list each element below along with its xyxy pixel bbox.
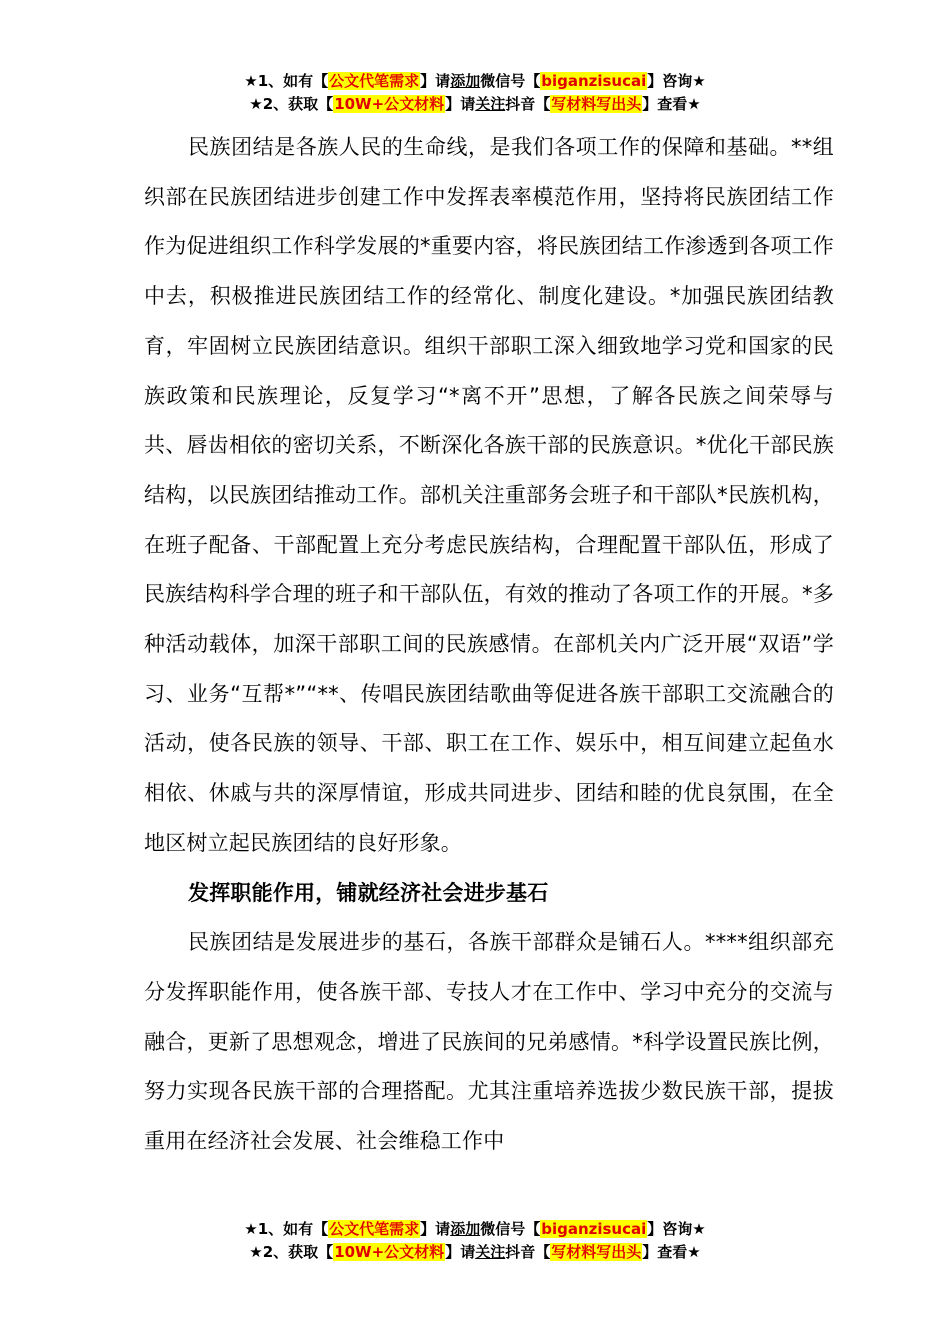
promo-highlight: biganzisucai — [541, 1220, 647, 1238]
body-paragraph-2: 民族团结是发展进步的基石，各族干部群众是铺石人。****组织部充分发挥职能作用，使各族干部、专技人才在工作中、学习中充分的交流与融合，更新了思想观念，增进了民族间的兄弟感情。*科学设置民族比例，努力实现各民族干部的合理搭配。尤其注重培养选拔少数民族干部，提拔重用在经济社会发展、社会维稳工作中 — [144, 930, 834, 1154]
promo-highlight: 10W+公文材料 — [334, 95, 445, 113]
promo-line-1 — [0, 70, 950, 93]
promo-text: ★2、获取【 — [249, 1243, 334, 1261]
promo-text: 】请 — [445, 1243, 476, 1261]
promo-highlight: biganzisucai — [541, 72, 647, 90]
promo-text: 抖音【 — [505, 1243, 551, 1261]
promo-highlight: 10W+公文材料 — [334, 1243, 445, 1261]
promo-text: 】请 — [420, 72, 451, 90]
promo-highlight: 写材料写出头 — [551, 95, 642, 113]
promo-text: 】请 — [420, 1220, 451, 1238]
promo-text: 微信号【 — [480, 72, 541, 90]
promo-text: 】请 — [445, 95, 476, 113]
promo-text: 】查看★ — [642, 95, 701, 113]
promo-text: ★1、如有【 — [244, 72, 329, 90]
promo-text: 抖音【 — [505, 95, 551, 113]
promo-highlight: 公文代笔需求 — [329, 72, 420, 90]
promo-text: 】咨询★ — [647, 72, 706, 90]
promo-underlined: 添加 — [450, 1220, 481, 1238]
body-paragraph-1: 民族团结是各族人民的生命线，是我们各项工作的保障和基础。**组织部在民族团结进步创建工作中发挥表率模范作用，坚持将民族团结工作作为促进组织工作科学发展的*重要内容，将民族团结工作渗透到各项工作中去，积极推进民族团结工作的经常化、制度化建设。*加强民族团结教育，牢固树立民族团结意识。组织干部职工深入细致地学习党和国家的民族政策和民族理论，反复学习“*离不开”思想，了解各民族之间荣辱与共、唇齿相依的密切关系，不断深化各族干部的民族意识。*优化干部民族结构，以民族团结推动工作。部机关注重部务会班子和干部队*民族机构，在班子配备、干部配置上充分考虑民族结构，合理配置干部队伍，形成了民族结构科学合理的班子和干部队伍，有效的推动了各项工作的开展。*多种活动载体，加深干部职工间的民族感情。在部机关内广泛开展“双语”学习、业务“互帮*”“**、传唱民族团结歌曲等促进各族干部职工交流融合的活动，使各民族的领导、干部、职工在工作、娱乐中，相互间建立起鱼水相依、休戚与共的深厚情谊，形成共同进步、团结和睦的优良氛围，在全地区树立起民族团结的良好形象。 — [144, 135, 834, 855]
promo-underlined: 添加 — [450, 72, 481, 90]
header-promo-banner — [0, 70, 950, 116]
promo-highlight: 公文代笔需求 — [329, 1220, 420, 1238]
section-heading: 发挥职能作用，铺就经济社会进步基石 — [188, 880, 549, 905]
promo-line-1 — [0, 1218, 950, 1241]
promo-underlined: 关注 — [475, 95, 506, 113]
promo-text: 】查看★ — [642, 1243, 701, 1261]
footer-promo-banner — [0, 1218, 950, 1264]
promo-highlight: 写材料写出头 — [551, 1243, 642, 1261]
promo-text: ★1、如有【 — [244, 1220, 329, 1238]
promo-text: ★2、获取【 — [249, 95, 334, 113]
promo-text: 】咨询★ — [647, 1220, 706, 1238]
promo-line-2 — [0, 1241, 950, 1264]
promo-text: 微信号【 — [480, 1220, 541, 1238]
document-body — [144, 123, 834, 1167]
promo-underlined: 关注 — [475, 1243, 506, 1261]
promo-line-2 — [0, 93, 950, 116]
